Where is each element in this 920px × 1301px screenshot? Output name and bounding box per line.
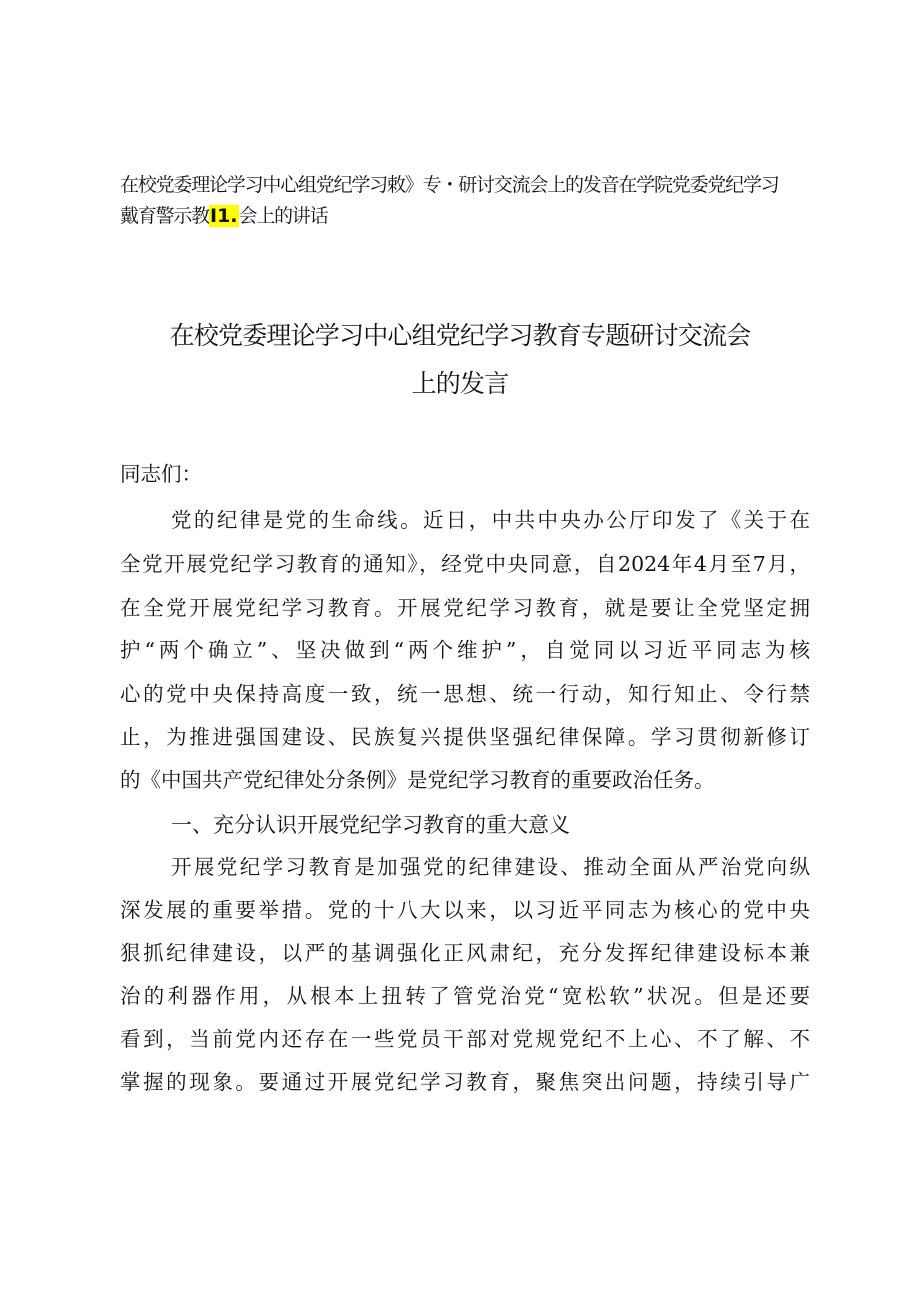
paragraph-line: 狠抓纪律建设，以严的基调强化正风肃纪，充分发挥纪律建设标本兼 bbox=[120, 941, 810, 965]
paragraph-line: 的《中国共产党纪律处分条例》是党纪学习教育的重要政治任务。 bbox=[120, 768, 715, 792]
paragraph-line: 党的纪律是党的生命线。近日，中共中央办公厅印发了《关于在 bbox=[171, 508, 810, 532]
section-heading-1: 一、充分认识开展党纪学习教育的重大意义 bbox=[171, 813, 570, 837]
paragraph-line: 止，为推进强国建设、民族复兴提供坚强纪律保障。学习贯彻新修订 bbox=[120, 725, 810, 749]
paragraph-line: 看到，当前党内还存在一些党员干部对党规党纪不上心、不了解、不 bbox=[120, 1027, 810, 1051]
salutation: 同志们： bbox=[120, 462, 202, 486]
highlighted-text: I1. bbox=[210, 205, 238, 227]
paragraph-line: 治的利器作用，从根本上扭转了管党治党“宽松软”状况。但是还要 bbox=[120, 984, 810, 1008]
paragraph-line: 深发展的重要举措。党的十八大以来，以习近平同志为核心的党中央 bbox=[120, 898, 810, 922]
document-title-line-2: 上的发言 bbox=[411, 369, 509, 398]
header-line-1: 在校党委理论学习中心组党纪学习敕》专・研讨交流会上的发音在学院党委党纪学习 bbox=[120, 174, 779, 196]
header-line-2-start: 戴育警示教 bbox=[120, 205, 210, 227]
header-line-2-end: 会上的讲话 bbox=[238, 205, 328, 227]
document-title-line-1: 在校党委理论学习中心组党纪学习教育专题研讨交流会 bbox=[169, 321, 751, 350]
paragraph-line: 在全党开展党纪学习教育。开展党纪学习教育，就是要让全党坚定拥 bbox=[120, 596, 810, 620]
paragraph-line: 掌握的现象。要通过开展党纪学习教育，聚焦突出问题，持续引导广 bbox=[120, 1070, 810, 1094]
paragraph-line: 全党开展党纪学习教育的通知》，经党中央同意，自2024年4月至7月， bbox=[120, 552, 810, 576]
paragraph-line: 护“两个确立”、坚决做到“两个维护”，自觉同以习近平同志为核 bbox=[120, 638, 810, 662]
header-line-2 bbox=[120, 203, 820, 229]
paragraph-line: 开展党纪学习教育是加强党的纪律建设、推动全面从严治党向纵 bbox=[171, 855, 810, 879]
paragraph-line: 心的党中央保持高度一致，统一思想、统一行动，知行知止、令行禁 bbox=[120, 682, 810, 706]
